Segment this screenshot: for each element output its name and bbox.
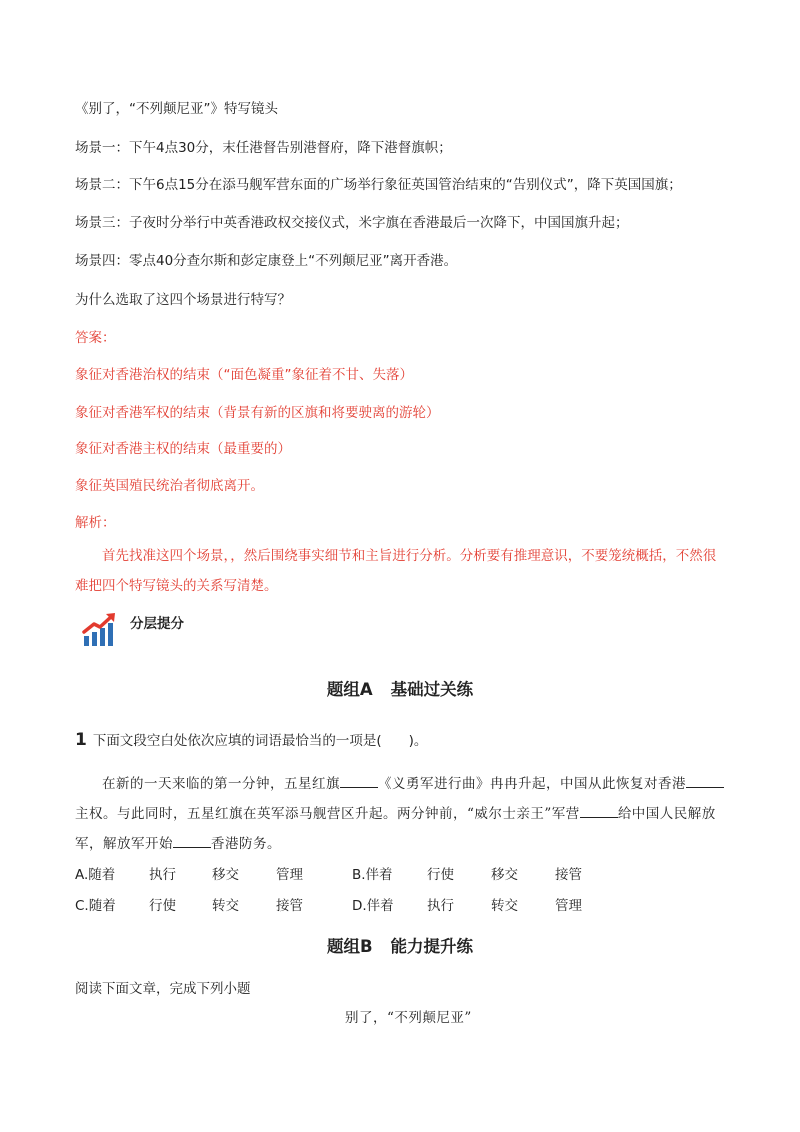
group-a-heading — [0, 676, 800, 700]
intro-question: 为什么选取了这四个场景进行特写？ — [75, 292, 291, 308]
option-c-label[interactable]: C.随着 — [75, 898, 116, 914]
option-b-word: 接管 — [555, 867, 582, 883]
option-a-word: 执行 — [149, 867, 176, 883]
option-b-word: 移交 — [491, 867, 518, 883]
answer-item: 象征对香港主权的结束（最重要的） — [75, 441, 291, 457]
option-a-label[interactable]: A.随着 — [75, 867, 116, 883]
answer-item: 象征英国殖民统治者彻底离开。 — [75, 478, 264, 494]
option-c-word: 行使 — [149, 898, 176, 914]
intro-title: 《别了，“不列颠尼亚”》特写镜头 — [75, 101, 278, 117]
fill-blank[interactable] — [173, 835, 211, 848]
passage-part: 《义勇军进行曲》冉冉升起，中国从此恢复对香港 — [378, 776, 686, 792]
option-d-label[interactable]: D.伴着 — [352, 898, 394, 914]
passage-part: 在新的一天来临的第一分钟，五星红旗 — [102, 776, 340, 792]
fill-blank[interactable] — [686, 775, 724, 788]
option-d-word: 管理 — [555, 898, 582, 914]
passage-part: 给中国人民解放军，解放军开始 — [75, 806, 716, 852]
article-title: 别了，“不列颠尼亚” — [345, 1010, 472, 1026]
option-b-label[interactable]: B.伴着 — [352, 867, 393, 883]
option-b-word: 行使 — [427, 867, 454, 883]
answer-item: 象征对香港军权的结束（背景有新的区旗和将要驶离的游轮） — [75, 405, 440, 421]
group-b-heading-left: 题组B — [326, 937, 373, 956]
chart-growth-icon — [82, 608, 120, 648]
question-stem-text: 下面文段空白处依次应填的词语最恰当的一项是( )。 — [92, 733, 428, 749]
passage-part: 香港防务。 — [211, 836, 281, 852]
option-a-word: 管理 — [276, 867, 303, 883]
answer-label: 答案： — [75, 330, 116, 346]
group-b-instruction: 阅读下面文章，完成下列小题 — [75, 981, 251, 997]
option-d-word: 转交 — [491, 898, 518, 914]
fill-blank[interactable] — [580, 805, 618, 818]
group-b-heading-right: 能力提升练 — [390, 937, 474, 956]
answer-item: 象征对香港治权的结束（“面色凝重”象征着不甘、失落） — [75, 367, 413, 383]
group-a-heading-left: 题组A — [326, 680, 373, 699]
analysis-label: 解析： — [75, 515, 116, 531]
group-b-heading — [0, 933, 800, 957]
option-d-word: 执行 — [427, 898, 454, 914]
passage-part: 主权。与此同时，五星红旗在英军添马舰营区升起。两分钟前，“威尔士亲王”军营 — [75, 806, 580, 822]
option-c-word: 接管 — [276, 898, 303, 914]
question-1-stem — [75, 729, 427, 750]
scene-1: 场景一：下午4点30分，末任港督告别港督府，降下港督旗帜； — [75, 140, 452, 156]
question-number: 1 — [75, 730, 87, 750]
fill-blank[interactable] — [340, 775, 378, 788]
section-badge-label: 分层提分 — [130, 616, 184, 632]
scene-4: 场景四：零点40分查尔斯和彭定康登上“不列颠尼亚”离开香港。 — [75, 253, 458, 269]
question-1-passage — [75, 769, 727, 859]
scene-3: 场景三：子夜时分举行中英香港政权交接仪式，米字旗在香港最后一次降下，中国国旗升起； — [75, 215, 629, 231]
option-c-word: 转交 — [212, 898, 239, 914]
analysis-text: 首先找准这四个场景，，然后围绕事实细节和主旨进行分析。分析要有推理意识，不要笼统概括，不然很难把四个特写镜头的关系写清楚。 — [75, 548, 717, 594]
group-a-heading-right: 基础过关练 — [390, 680, 474, 699]
scene-2: 场景二：下午6点15分在添马舰军营东面的广场举行象征英国管治结束的“告别仪式”，降下英国国旗； — [75, 177, 682, 193]
option-a-word: 移交 — [212, 867, 239, 883]
